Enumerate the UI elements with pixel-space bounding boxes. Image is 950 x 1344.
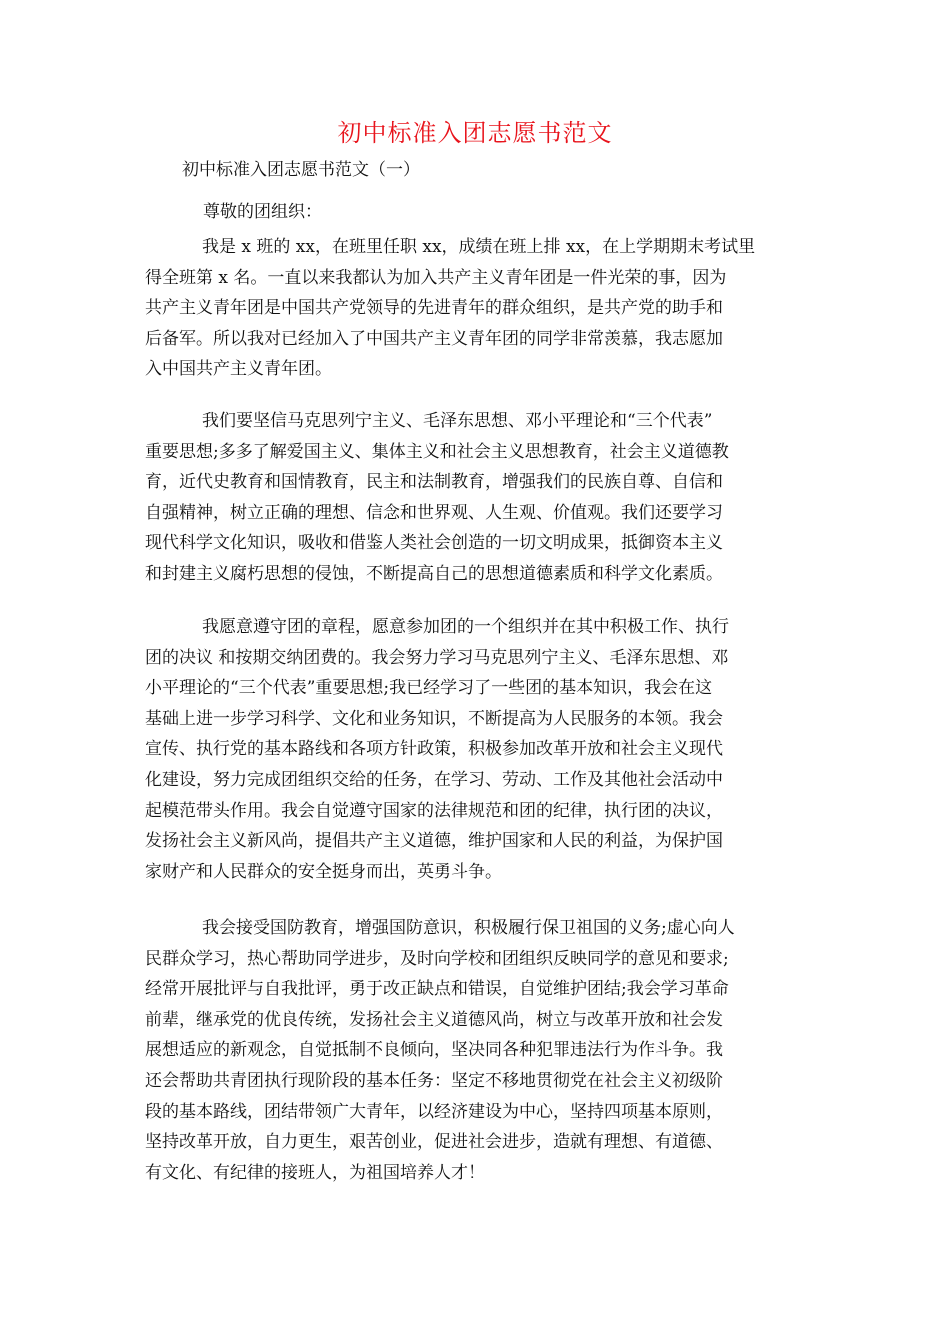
text-line: 育，近代史教育和国情教育，民主和法制教育，增强我们的民族自尊、自信和 [145,472,723,493]
text-line: 起模范带头作用。我会自觉遵守国家的法律规范和团的纪律，执行团的决议， [145,800,723,821]
paragraph-2 [145,406,805,590]
text-line: 段的基本路线，团结带领广大青年，以经济建设为中心，坚持四项基本原则， [145,1101,723,1122]
text-line: 现代科学文化知识，吸收和借鉴人类社会创造的一切文明成果，抵御资本主义 [145,533,723,554]
text-line: 我会接受国防教育，增强国防意识，积极履行保卫祖国的义务;虚心向人 [202,918,735,938]
text-line: 我们要坚信马克思列宁主义、毛泽东思想、邓小平理论和“三个代表” [202,411,713,431]
text-line: 我愿意遵守团的章程，愿意参加团的一个组织并在其中积极工作、执行 [202,617,729,637]
paragraph-3 [145,612,805,887]
text-line: 团的决议 和按期交纳团费的。我会努力学习马克思列宁主义、毛泽东思想、邓 [145,647,729,668]
text-line: 重要思想;多多了解爱国主义、集体主义和社会主义思想教育，社会主义道德教 [145,441,729,462]
text-line: 基础上进一步学习科学、文化和业务知识，不断提高为人民服务的本领。我会 [145,708,723,729]
paragraph-1 [145,232,805,385]
text-line: 得全班第 x 名。一直以来我都认为加入共产主义青年团是一件光荣的事，因为 [145,267,727,288]
text-line: 共产主义青年团是中国共产党领导的先进青年的群众组织，是共产党的助手和 [145,298,723,319]
text-line: 经常开展批评与自我批评，勇于改正缺点和错误，自觉维护团结;我会学习革命 [145,979,729,1000]
text-line: 入中国共产主义青年团。 [145,359,332,380]
text-line: 自强精神，树立正确的理想、信念和世界观、人生观、价值观。我们还要学习 [145,502,723,523]
page-title: 初中标准入团志愿书范文 [337,119,613,147]
document-subtitle: 初中标准入团志愿书范文（一） [182,160,420,180]
text-line: 小平理论的“三个代表”重要思想;我已经学习了一些团的基本知识，我会在这 [145,678,713,699]
text-line: 民群众学习，热心帮助同学进步，及时向学校和团组织反映同学的意见和要求; [145,948,729,969]
text-line: 发扬社会主义新风尚，提倡共产主义道德，维护国家和人民的利益，为保护国 [145,831,723,852]
text-line: 坚持改革开放，自力更生，艰苦创业，促进社会进步，造就有理想、有道德、 [145,1132,723,1153]
text-line: 有文化、有纪律的接班人，为祖国培养人才！ [145,1162,485,1183]
text-line: 展想适应的新观念，自觉抵制不良倾向，坚决同各种犯罪违法行为作斗争。我 [145,1040,723,1061]
text-line: 和封建主义腐朽思想的侵蚀，不断提高自己的思想道德素质和科学文化素质。 [145,563,723,584]
text-line: 宣传、执行党的基本路线和各项方针政策，积极参加改革开放和社会主义现代 [145,739,723,760]
text-line: 我是 x 班的 xx，在班里任职 xx，成绩在班上排 xx，在上学期期末考试里 [202,237,756,257]
text-line: 家财产和人民群众的安全挺身而出，英勇斗争。 [145,861,502,882]
text-line: 后备军。所以我对已经加入了中国共产主义青年团的同学非常羡慕，我志愿加 [145,328,723,349]
text-line: 还会帮助共青团执行现阶段的基本任务：坚定不移地贯彻党在社会主义初级阶 [145,1070,723,1091]
text-line: 前辈，继承党的优良传统，发扬社会主义道德风尚，树立与改革开放和社会发 [145,1009,723,1030]
paragraph-4 [145,913,805,1188]
salutation: 尊敬的团组织： [203,202,322,222]
text-line: 化建设，努力完成团组织交给的任务，在学习、劳动、工作及其他社会活动中 [145,769,723,790]
